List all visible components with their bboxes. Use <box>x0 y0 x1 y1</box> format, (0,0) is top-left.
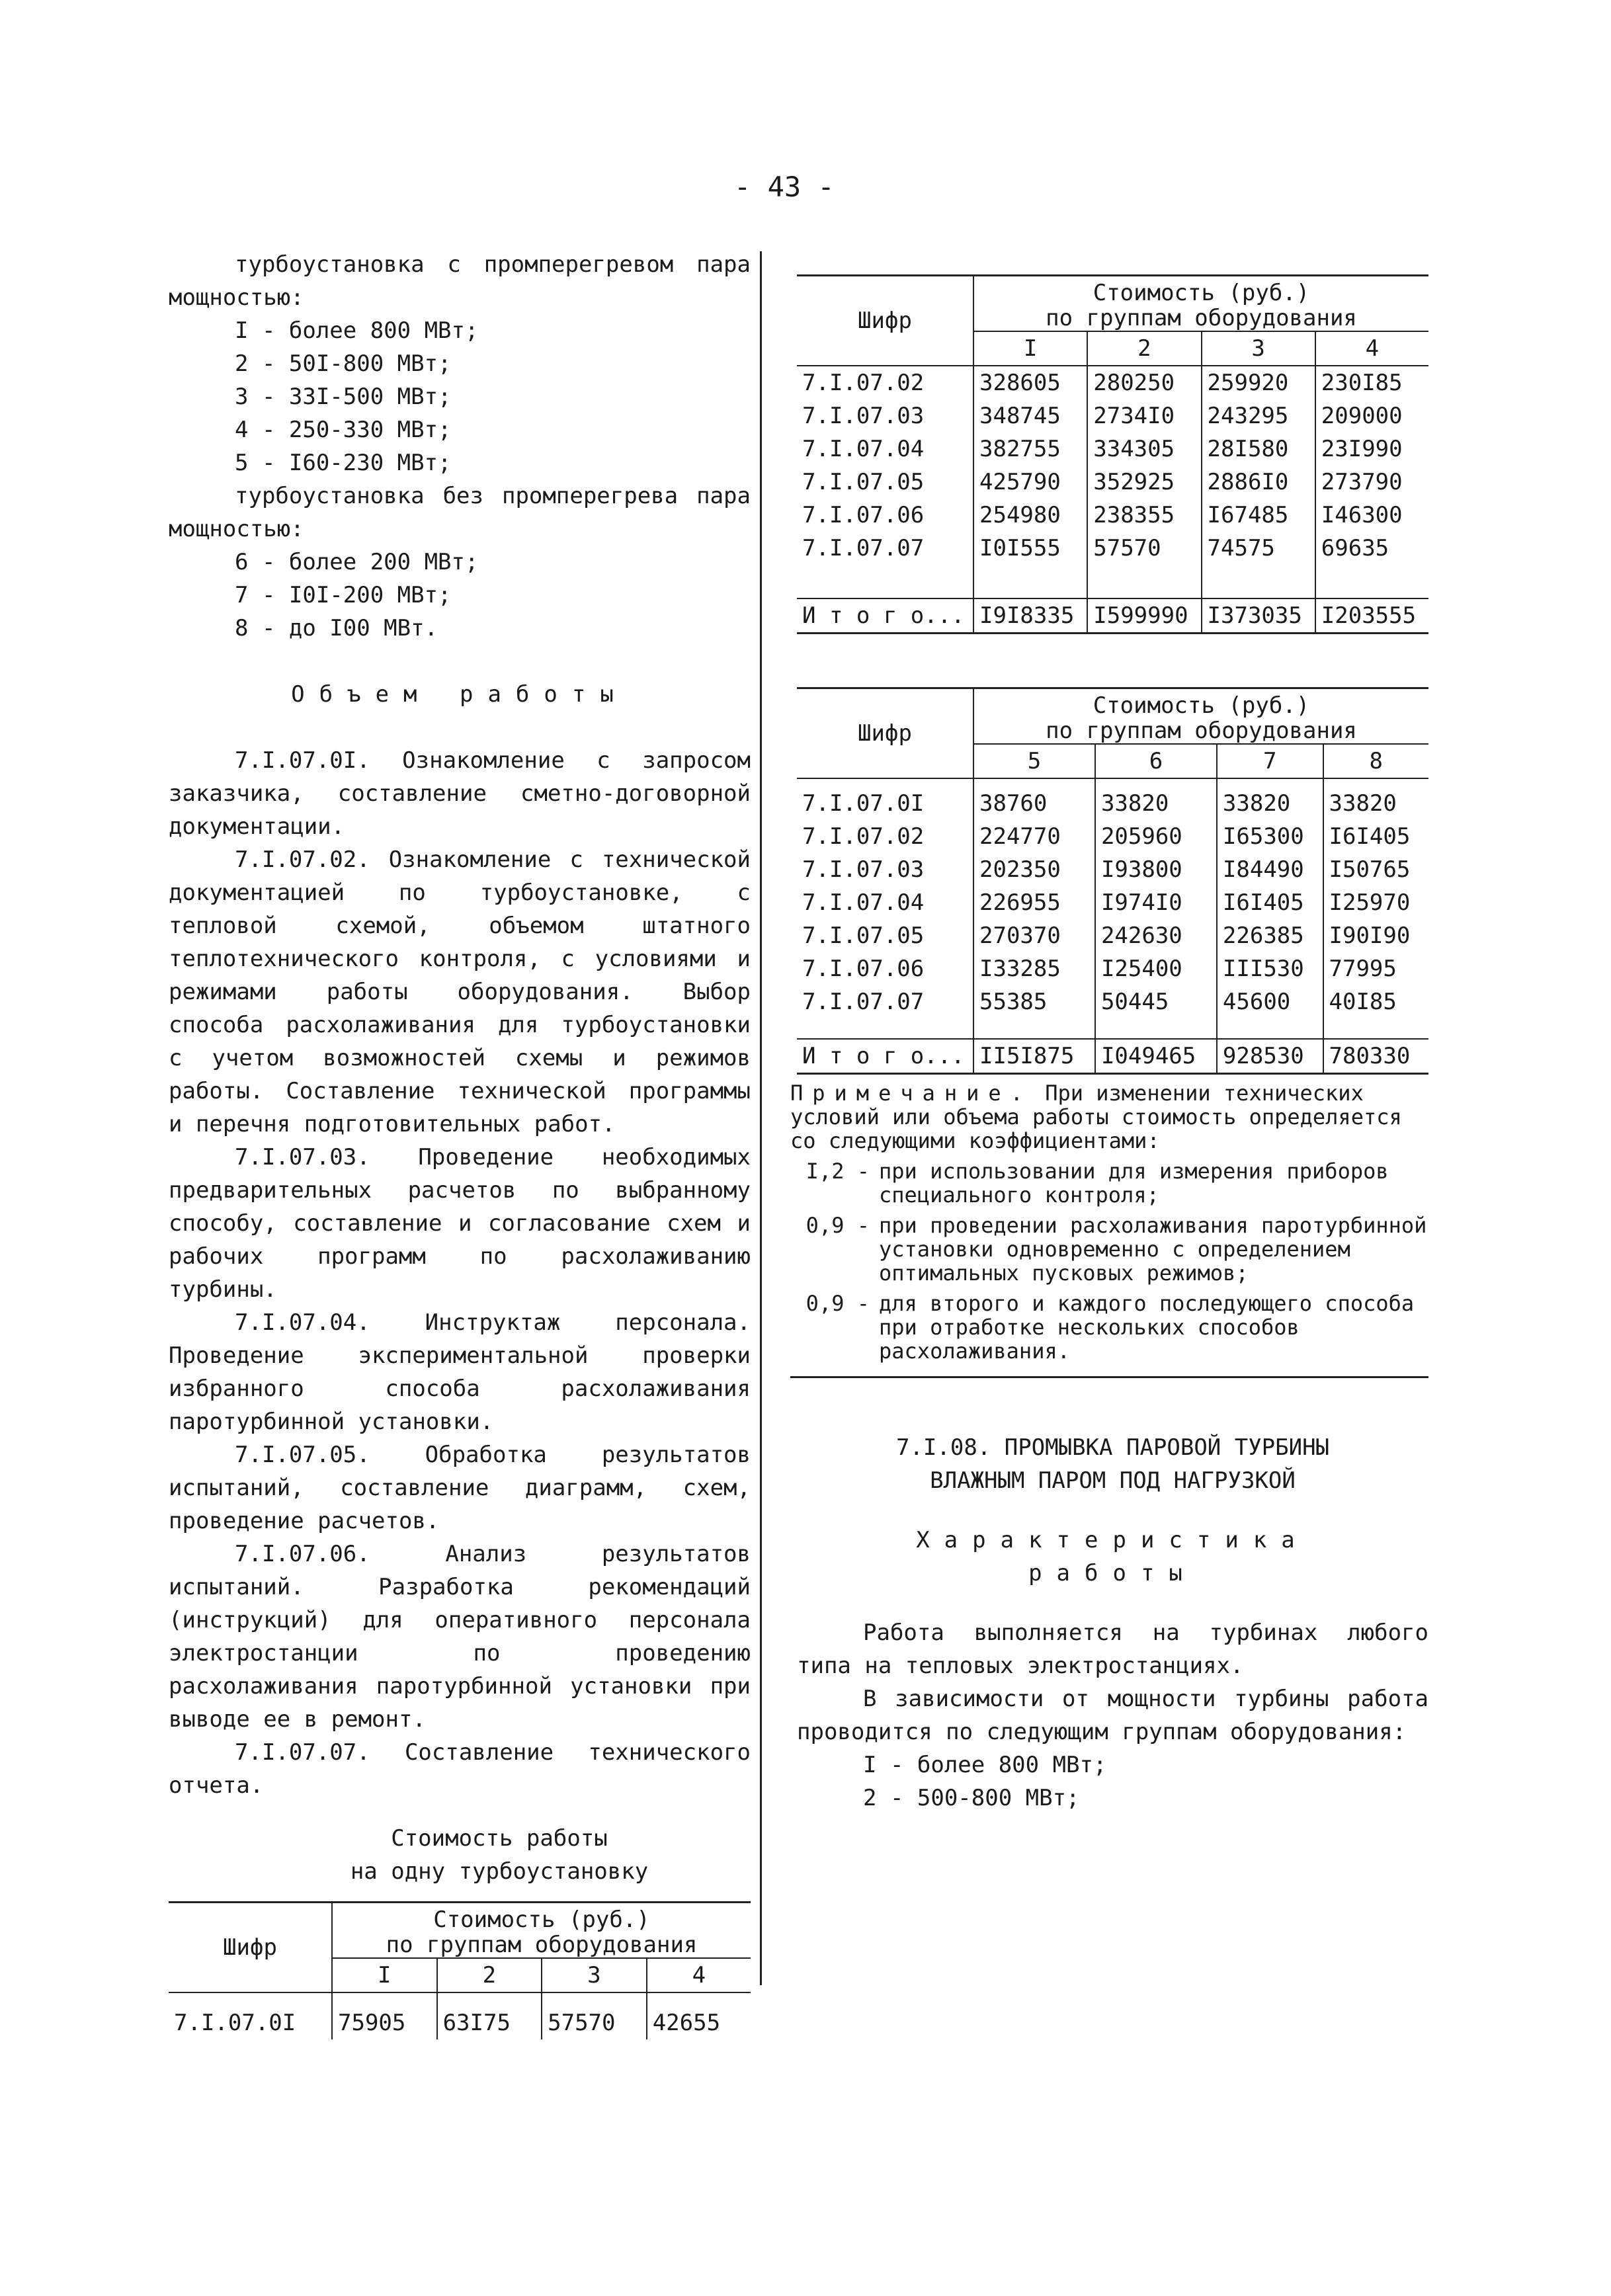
groups-with-reheat <box>169 314 751 479</box>
cell: 42655 <box>647 1992 751 2039</box>
cell: 55385 <box>973 985 1095 1039</box>
left-column <box>169 248 751 2039</box>
col-header: I <box>973 331 1087 366</box>
cell: I25400 <box>1095 952 1217 985</box>
total-cell: I9I8335 <box>973 598 1087 634</box>
note-rule <box>790 1376 1428 1378</box>
table-row <box>797 432 1428 466</box>
total-cell: 928530 <box>1217 1039 1323 1074</box>
cell: 226385 <box>1217 919 1323 952</box>
cell: 328605 <box>973 366 1087 399</box>
cost-title <box>169 1822 751 1888</box>
row-code: 7.I.07.03 <box>802 403 925 429</box>
paragraph-groups: В зависимости от мощности турбины работа проводится по следующим группам оборудования: <box>797 1686 1428 1745</box>
cell: 45600 <box>1217 985 1323 1039</box>
section2-title <box>797 1431 1428 1497</box>
cell: 425790 <box>973 466 1087 499</box>
cipher-header: Шифр <box>223 1934 277 1961</box>
cell: 205960 <box>1095 820 1217 853</box>
group-header: Стоимость (руб.) по группам оборудования <box>973 276 1428 331</box>
cell: I50765 <box>1323 853 1428 886</box>
group-header: Стоимость (руб.) по группам оборудования <box>973 689 1428 744</box>
cell: I33285 <box>973 952 1095 985</box>
row-code: 7.I.07.05 <box>802 922 925 949</box>
table-row <box>797 820 1428 853</box>
cell: 230I85 <box>1315 366 1428 399</box>
row-code: 7.I.07.02 <box>802 823 925 850</box>
cell: 270370 <box>973 919 1095 952</box>
table-row <box>797 399 1428 432</box>
group-item: 2 - 500-800 МВт; <box>863 1785 1080 1811</box>
col-header: 4 <box>647 1958 751 1992</box>
cell: I46300 <box>1315 499 1428 532</box>
cost-table-1 <box>797 276 1428 634</box>
paragraph-0705: 7.I.07.05. Обработка результатов испытаний, составление диаграмм, схем, проведение расчетов. <box>169 1442 751 1534</box>
intro-without-reheat: турбоустановка без промперегрева пара мощностью: <box>169 483 751 542</box>
total-cell: I599990 <box>1087 598 1201 634</box>
cell: I84490 <box>1217 853 1323 886</box>
row-code: 7.I.07.06 <box>802 502 925 528</box>
total-row <box>797 598 1428 634</box>
total-cell: I373035 <box>1202 598 1315 634</box>
cell: III530 <box>1217 952 1323 985</box>
cipher-header: Шифр <box>858 308 912 334</box>
cell: 69635 <box>1315 532 1428 598</box>
cell: 202350 <box>973 853 1095 886</box>
cell: 226955 <box>973 886 1095 919</box>
cell: 352925 <box>1087 466 1201 499</box>
characteristic-title: Характеристика <box>916 1527 1309 1553</box>
table-row <box>797 952 1428 985</box>
note-heading: Примечание. <box>790 1081 1032 1106</box>
col-header: 7 <box>1217 744 1323 778</box>
note-item: 0,9 - для второго и каждого последующего способа при отработке нескольких способов расхолаживания. <box>806 1291 1415 1364</box>
cell: 2734I0 <box>1087 399 1201 432</box>
cell: 259920 <box>1202 366 1315 399</box>
col-header: I <box>332 1958 437 1992</box>
cell: I67485 <box>1202 499 1315 532</box>
row-code: 7.I.07.04 <box>802 889 925 916</box>
cell: 334305 <box>1087 432 1201 466</box>
cell: 273790 <box>1315 466 1428 499</box>
page-number: - 43 - <box>734 171 835 203</box>
section2-title-line1: 7.I.08. ПРОМЫВКА ПАРОВОЙ ТУРБИНЫ <box>895 1434 1330 1461</box>
right-column <box>790 274 1428 1815</box>
paragraph-0706: 7.I.07.06. Анализ результатов испытаний. Разработка рекомендаций (инструкций) для оперативного персонала электростанции по проведению расхолаживания паротурбинной установки при выводе ее в ремонт. <box>169 1541 751 1733</box>
section-title-scope: Объем работы <box>291 681 628 708</box>
characteristic-title-2: работы <box>1028 1560 1197 1586</box>
cell: 38760 <box>973 778 1095 820</box>
note <box>790 1081 1428 1378</box>
total-cell: 780330 <box>1323 1039 1428 1074</box>
cost-table-2-wrap <box>797 687 1428 1075</box>
group-item: 8 - до I00 МВт. <box>235 615 438 641</box>
cell: 209000 <box>1315 399 1428 432</box>
cell: 348745 <box>973 399 1087 432</box>
group-item: 5 - I60-230 МВт; <box>235 450 452 476</box>
total-cell: I203555 <box>1315 598 1428 634</box>
table-row <box>797 919 1428 952</box>
cell: I6I405 <box>1217 886 1323 919</box>
groups-without-reheat <box>169 546 751 645</box>
group-item: 4 - 250-330 МВт; <box>235 417 452 443</box>
cell: 75905 <box>332 1992 437 2039</box>
row-code: 7.I.07.0I <box>169 1992 332 2039</box>
col-header: 3 <box>542 1958 647 1992</box>
cell: 57570 <box>1087 532 1201 598</box>
column-divider <box>760 251 762 1985</box>
table-row <box>797 466 1428 499</box>
total-row <box>797 1039 1428 1074</box>
cell: 254980 <box>973 499 1087 532</box>
table-row <box>797 985 1428 1039</box>
total-label: И т о г о... <box>797 598 973 634</box>
group-item: I - более 800 МВт; <box>235 317 479 344</box>
col-header: 8 <box>1323 744 1428 778</box>
row-code: 7.I.07.03 <box>802 856 925 883</box>
col-header: 2 <box>1087 331 1201 366</box>
cost-title-line2: на одну турбоустановку <box>350 1858 649 1885</box>
note-text: При изменении технических условий или объема работы стоимость определяется со следующими коэффициентами: <box>790 1081 1402 1153</box>
cipher-header: Шифр <box>858 720 912 747</box>
group-item: 3 - 33I-500 МВт; <box>235 384 452 410</box>
group-item: I - более 800 МВт; <box>863 1752 1107 1778</box>
cell: I93800 <box>1095 853 1217 886</box>
total-cell: II5I875 <box>973 1039 1095 1074</box>
paragraph-070I: 7.I.07.0I. Ознакомление с запросом заказчика, составление сметно-договорной документации. <box>169 747 751 840</box>
row-code: 7.I.07.0I <box>797 778 973 820</box>
paragraph-0702: 7.I.07.02. Ознакомление с технической документацией по турбоустановке, с тепловой схемой, объемом штатного теплотехнического контроля, с условиями и режимами работы оборудования. Выбор способа расхолаживания для турбоустановки с учетом возможностей схемы и режимов работы. Составление технической программы и перечня подготовительных работ. <box>169 846 751 1137</box>
table-row <box>797 853 1428 886</box>
cell: 77995 <box>1323 952 1428 985</box>
cell: 242630 <box>1095 919 1217 952</box>
row-code: 7.I.07.02 <box>797 366 973 399</box>
cell: 243295 <box>1202 399 1315 432</box>
cell: 23I990 <box>1315 432 1428 466</box>
table-row <box>797 778 1428 820</box>
group-item: 6 - более 200 МВт; <box>235 549 479 575</box>
paragraph-0704: 7.I.07.04. Инструктаж персонала. Проведение экспериментальной проверки избранного способа расхолаживания паротурбинной установки. <box>169 1309 751 1435</box>
paragraph-0703: 7.I.07.03. Проведение необходимых предварительных расчетов по выбранному способу, составление и согласование схем и рабочих программ по расхолаживанию турбины. <box>169 1144 751 1303</box>
cell: I65300 <box>1217 820 1323 853</box>
cell: I90I90 <box>1323 919 1428 952</box>
table-row <box>797 499 1428 532</box>
cell: I25970 <box>1323 886 1428 919</box>
group-header: Стоимость (руб.) по группам оборудования <box>332 1903 751 1958</box>
cell: 33820 <box>1323 778 1428 820</box>
groups-list <box>797 1748 1428 1815</box>
table-row <box>797 886 1428 919</box>
section2-title-line2: ВЛАЖНЫМ ПАРОМ ПОД НАГРУЗКОЙ <box>930 1467 1296 1494</box>
note-item: 0,9 - при проведении расхолаживания паротурбинной установки одновременно с определением оптимальных пусковых режимов; <box>806 1213 1427 1286</box>
cell: 57570 <box>542 1992 647 2039</box>
cell: 28I580 <box>1202 432 1315 466</box>
left-cost-table <box>169 1903 751 2039</box>
col-header: 5 <box>973 744 1095 778</box>
total-cell: I049465 <box>1095 1039 1217 1074</box>
intro-with-reheat: турбоустановка с промперегревом пара мощностью: <box>169 251 751 311</box>
cell: 2886I0 <box>1202 466 1315 499</box>
total-label: И т о г о... <box>797 1039 973 1074</box>
col-header: 2 <box>437 1958 542 1992</box>
cell: 280250 <box>1087 366 1201 399</box>
left-cost-table-wrap <box>169 1901 751 2039</box>
col-header: 6 <box>1095 744 1217 778</box>
paragraph-0707: 7.I.07.07. Составление технического отчета. <box>169 1739 751 1799</box>
table-row <box>797 532 1428 598</box>
row-code: 7.I.07.05 <box>802 469 925 495</box>
cost-title-line1: Стоимость работы <box>391 1825 608 1852</box>
cell: 382755 <box>973 432 1087 466</box>
group-item: 2 - 50I-800 МВт; <box>235 350 452 377</box>
cell: 33820 <box>1217 778 1323 820</box>
cost-table-1-wrap <box>797 274 1428 634</box>
cell: 74575 <box>1202 532 1315 598</box>
cell: 50445 <box>1095 985 1217 1039</box>
group-item: 7 - I0I-200 МВт; <box>235 582 452 608</box>
cell: 224770 <box>973 820 1095 853</box>
cost-table-2 <box>797 689 1428 1075</box>
row-code: 7.I.07.04 <box>802 436 925 462</box>
cell: 238355 <box>1087 499 1201 532</box>
cell: 63I75 <box>437 1992 542 2039</box>
col-header: 3 <box>1202 331 1315 366</box>
table-row <box>169 1992 751 2039</box>
row-code: 7.I.07.07 <box>802 535 925 561</box>
cell: I974I0 <box>1095 886 1217 919</box>
row-code: 7.I.07.07 <box>802 989 925 1015</box>
table-row <box>797 366 1428 399</box>
cell: I6I405 <box>1323 820 1428 853</box>
paragraph-work: Работа выполняется на турбинах любого типа на тепловых электростанциях. <box>797 1620 1428 1679</box>
note-item: I,2 - при использовании для измерения приборов специального контроля; <box>806 1159 1389 1208</box>
cell: 33820 <box>1095 778 1217 820</box>
col-header: 4 <box>1315 331 1428 366</box>
row-code: 7.I.07.06 <box>802 956 925 982</box>
cell: 40I85 <box>1323 985 1428 1039</box>
cell: I0I555 <box>973 532 1087 598</box>
